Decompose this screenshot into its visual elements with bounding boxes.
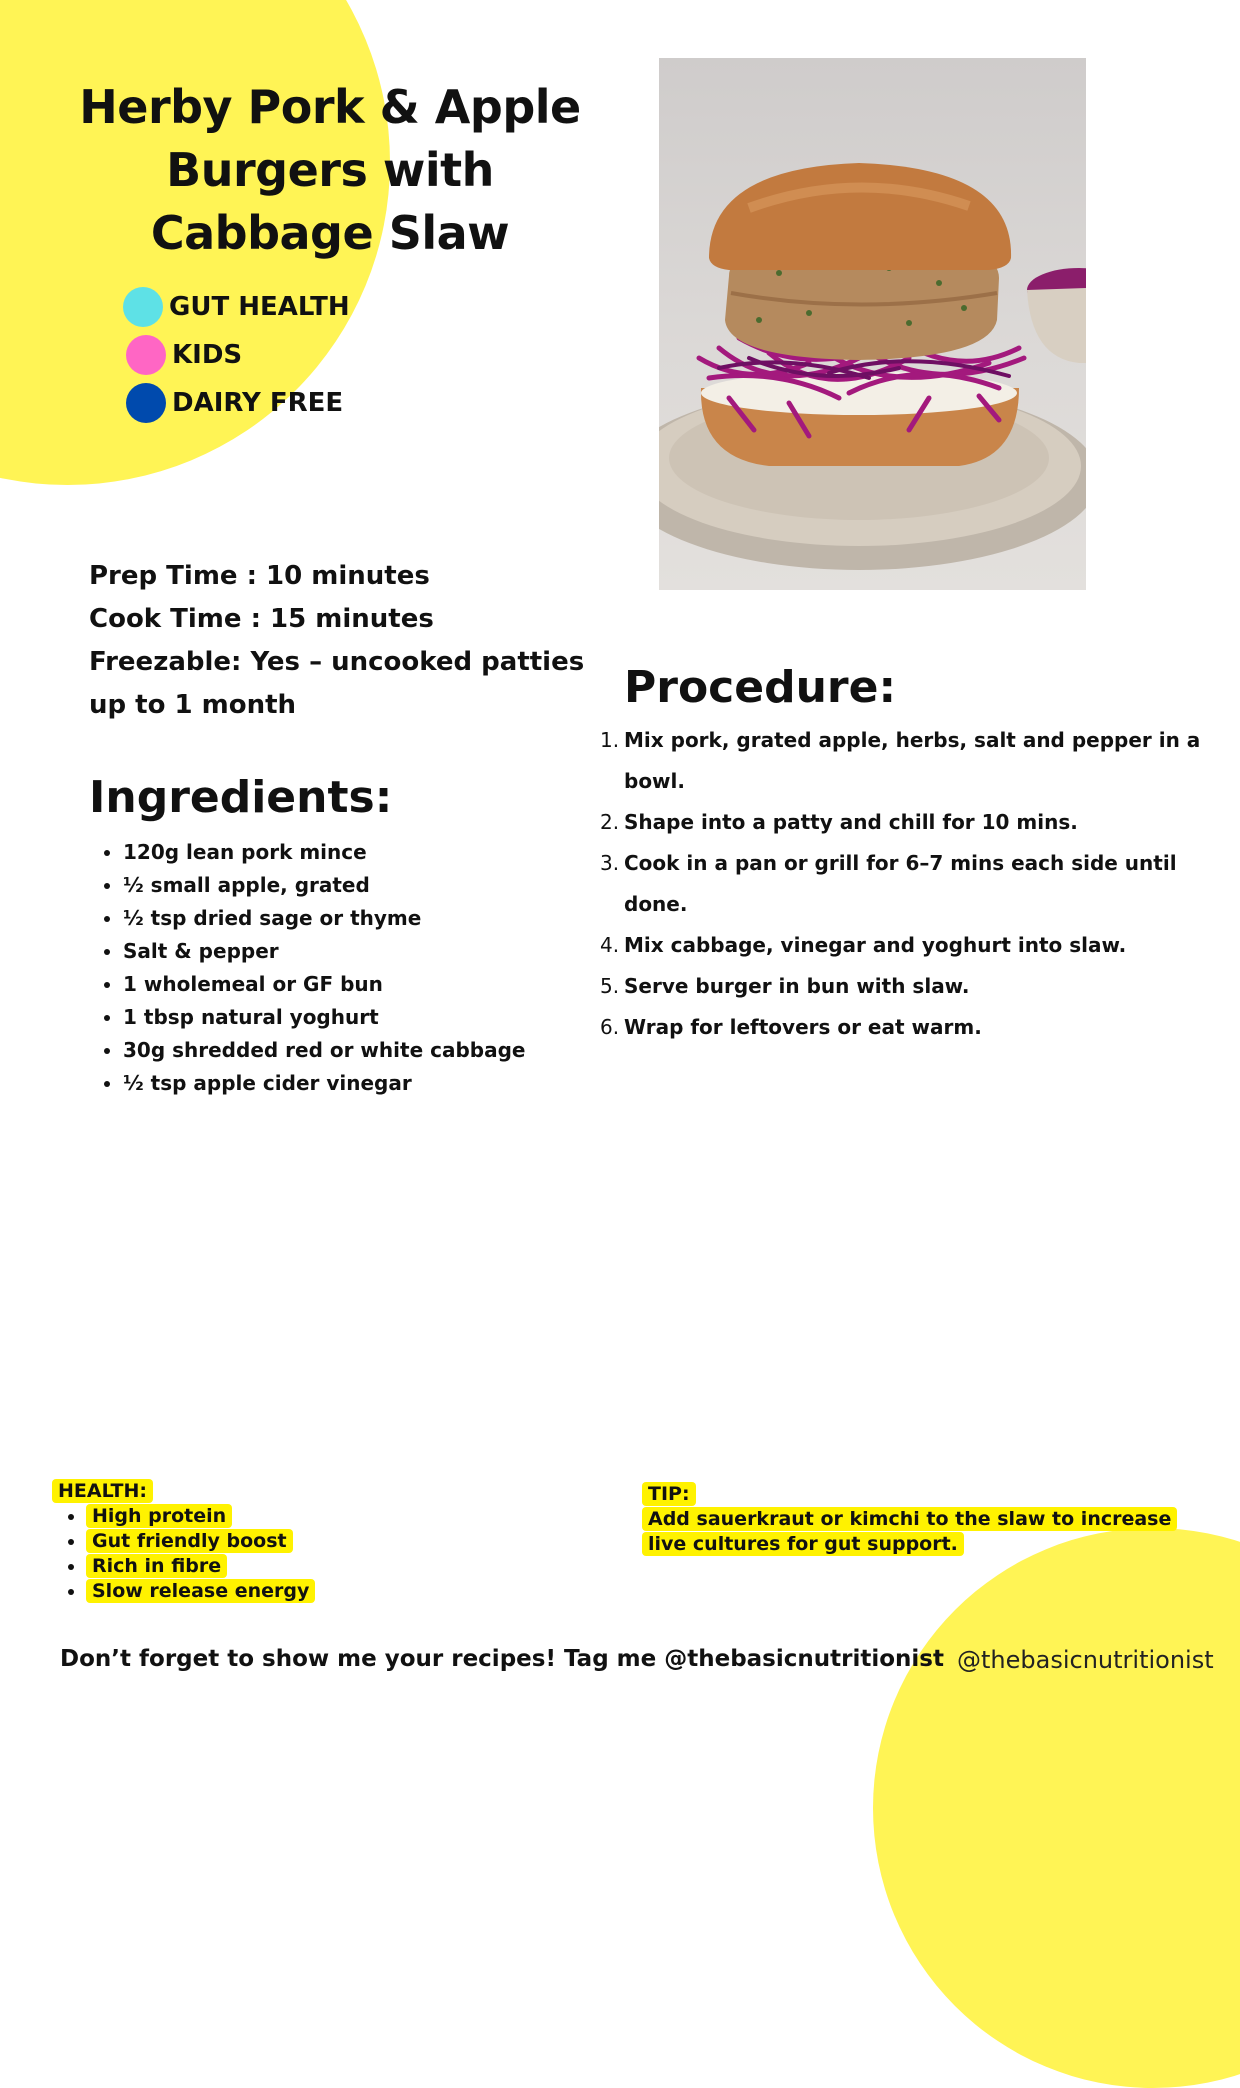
recipe-times [89,555,589,727]
procedure-step: Mix cabbage, vinegar and yoghurt into slaw. [624,933,1127,957]
list-item: • ½ small apple, grated [123,869,643,902]
tag-dairy-free [126,379,350,427]
burger-photo [659,58,1086,590]
list-item: • ½ tsp dried sage or thyme [123,902,643,935]
footer-call-to-action: Don’t forget to show me your recipes! Tag me @thebasicnutritionist [60,1646,944,1672]
procedure-step: Cook in a pan or grill for 6–7 mins each side until done. [624,851,1177,916]
cook-time: Cook Time : 15 minutes [89,604,434,634]
health-label: HEALTH: [52,1479,153,1503]
procedure-step: Mix pork, grated apple, herbs, salt and pepper in a bowl. [624,728,1201,793]
ingredients-heading: Ingredients: [89,772,393,823]
tag-label: KIDS [172,340,243,370]
procedure-step: Serve burger in bun with slaw. [624,974,970,998]
burger-illustration-icon [659,58,1086,590]
tip-label: TIP: [642,1482,696,1506]
tag-label: DAIRY FREE [172,388,344,418]
dairy-free-dot-icon [126,383,166,423]
freezable-info: Freezable: Yes – uncooked patties up to 1 month [89,647,585,720]
procedure-step: Wrap for leftovers or eat warm. [624,1015,982,1039]
list-item: • 1 wholemeal or GF bun [123,968,643,1001]
health-box [52,1479,352,1604]
health-item: Gut friendly boost [86,1529,293,1553]
gut-health-dot-icon [123,287,163,327]
list-item: • 120g lean pork mince [123,836,643,869]
list-item: • ½ tsp apple cider vinegar [123,1067,643,1100]
yellow-circle-bottom-decoration [873,1528,1240,2088]
list-item: • Salt & pepper [123,935,643,968]
procedure-step: Shape into a patty and chill for 10 mins. [624,810,1078,834]
tag-label: GUT HEALTH [169,292,350,322]
health-item: High protein [86,1504,232,1528]
footer-social-handle: @thebasicnutritionist [957,1646,1214,1674]
tip-box [642,1482,1182,1557]
diet-tags [123,283,350,427]
recipe-title: Herby Pork & Apple Burgers with Cabbage Slaw [79,80,581,260]
kids-dot-icon [126,335,166,375]
prep-time: Prep Time : 10 minutes [89,561,430,591]
list-item: • 1 tbsp natural yoghurt [123,1001,643,1034]
health-item: Rich in fibre [86,1554,227,1578]
ingredients-list [89,836,643,1100]
tag-kids [126,331,350,379]
health-list [52,1504,352,1604]
health-item: Slow release energy [86,1579,315,1603]
tip-text: Add sauerkraut or kimchi to the slaw to increase live cultures for gut support. [642,1507,1177,1556]
procedure-heading: Procedure: [624,662,897,713]
procedure-list [604,720,1204,1048]
tag-gut-health [123,283,350,331]
list-item: • 30g shredded red or white cabbage [123,1034,643,1067]
